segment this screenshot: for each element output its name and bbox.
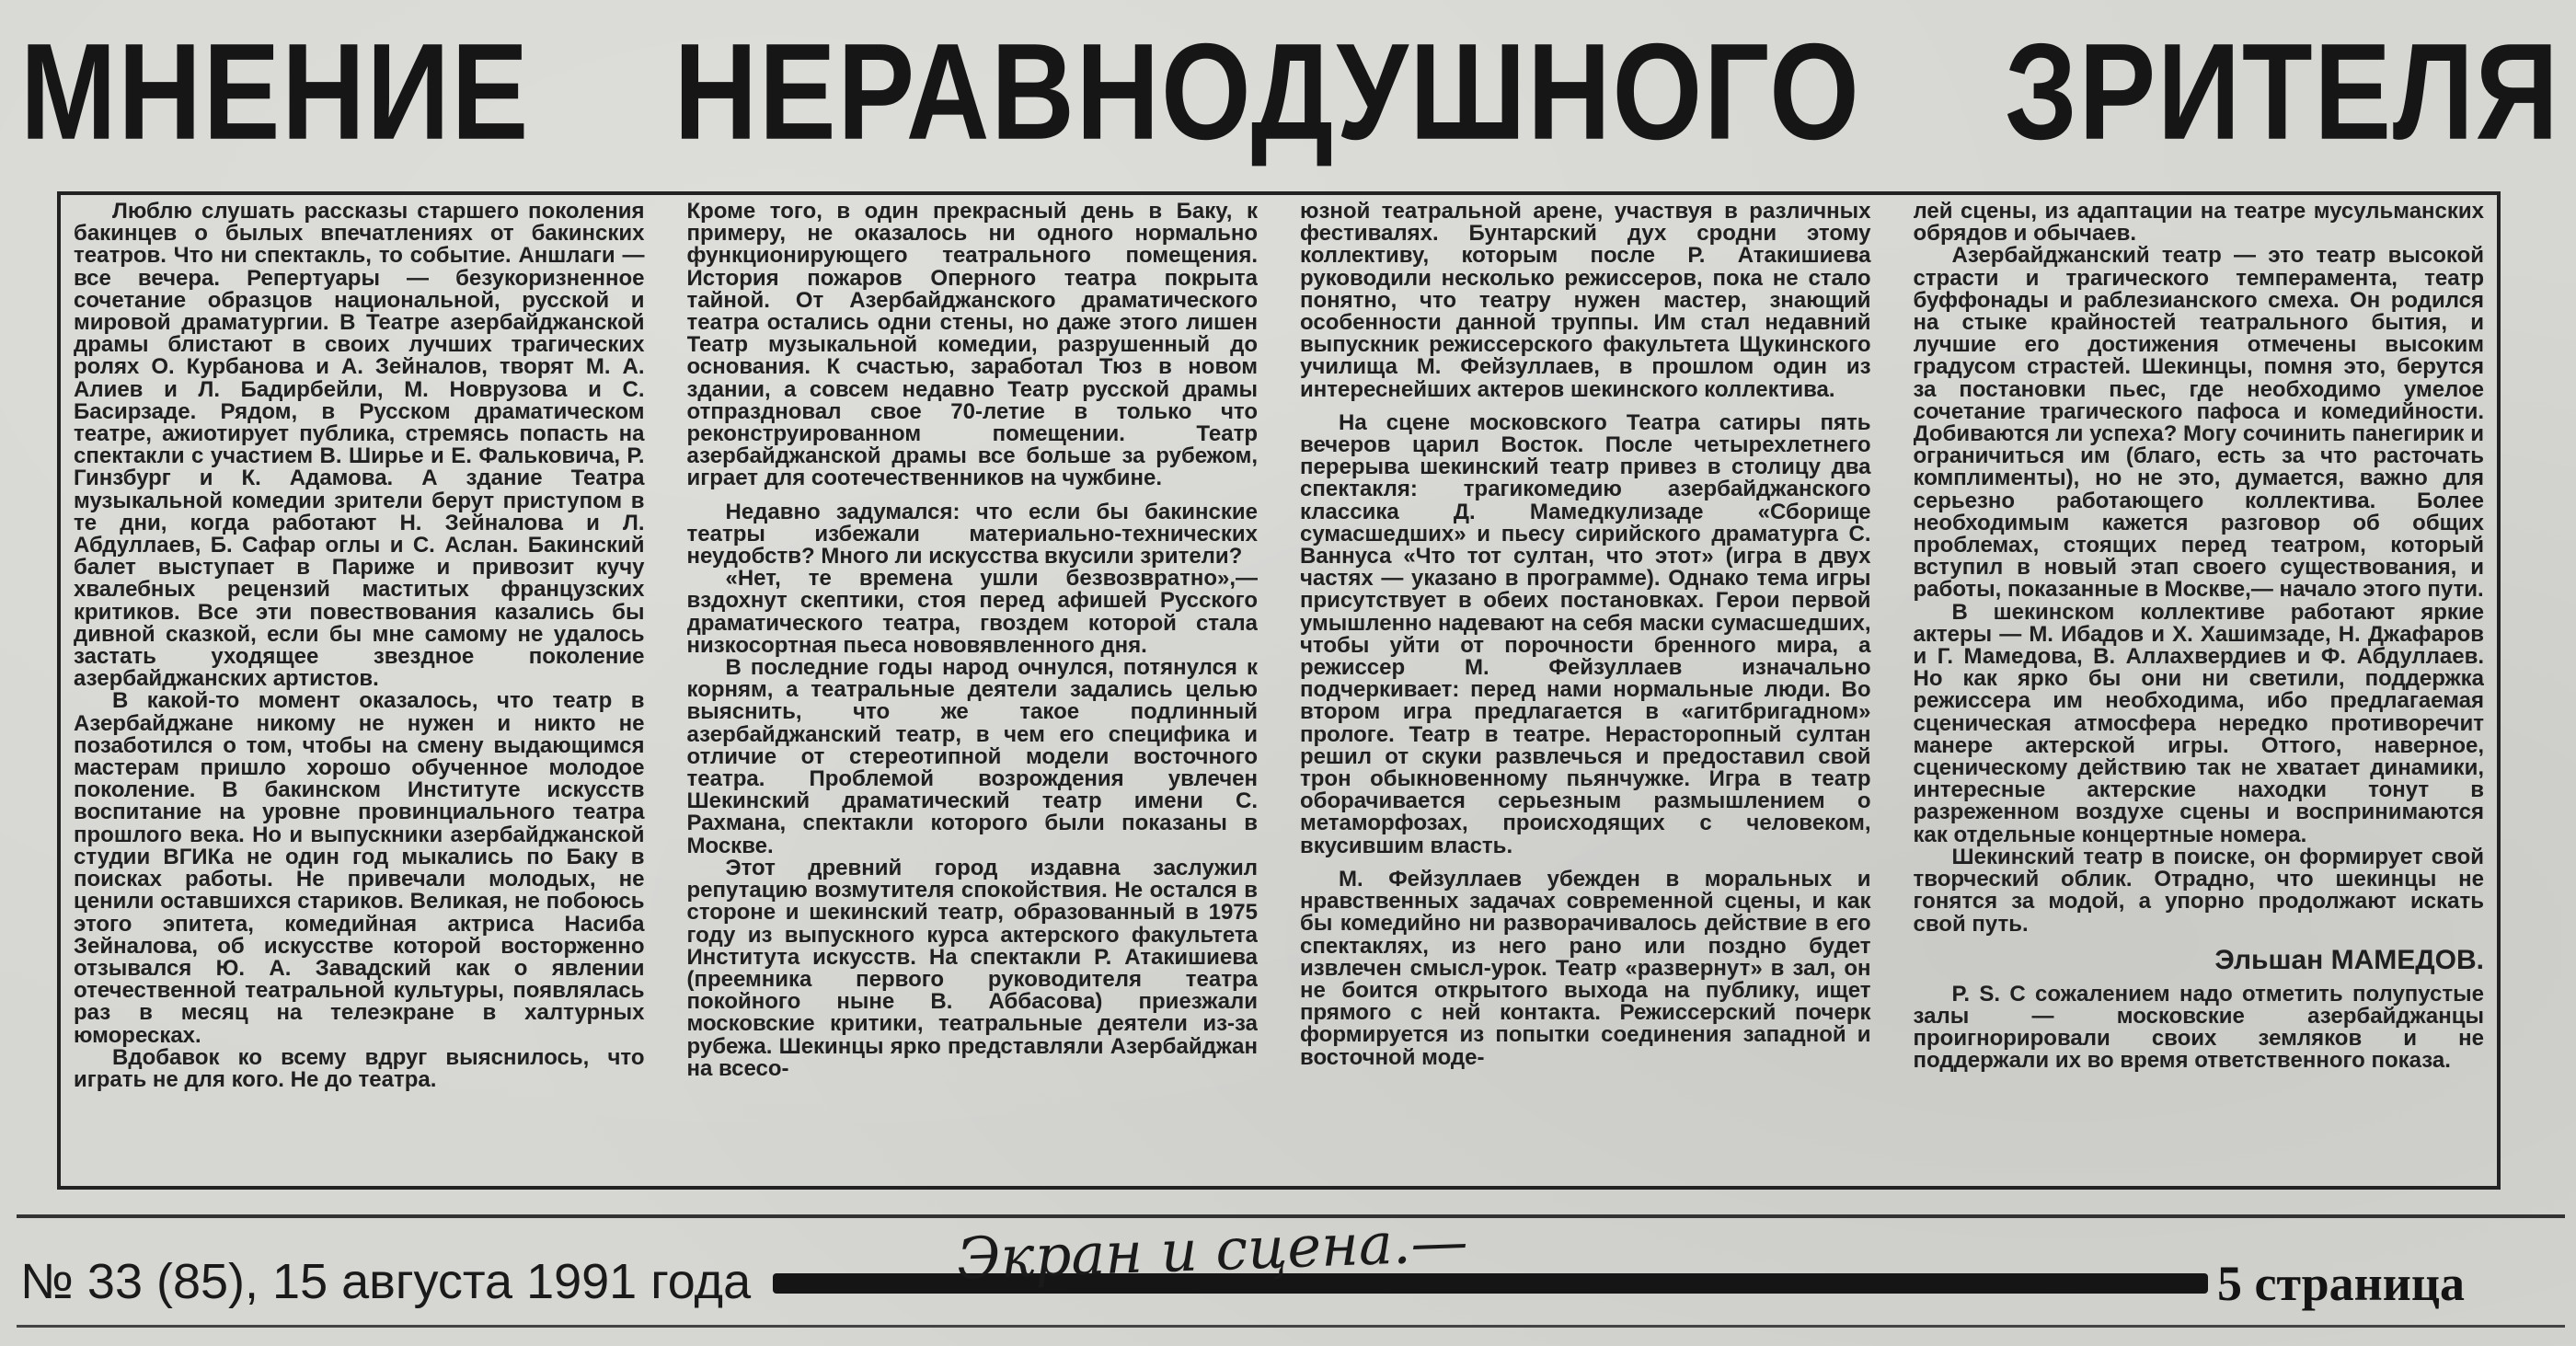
article-paragraph: Вдобавок ко всему вдруг выяснилось, что играть не для кого. Не до театра. <box>74 1044 645 1092</box>
article-paragraph: Недавно задумался: что если бы бакинские театры избежали материально-технических неудобств? Много ли искусства вкусили зрители? <box>686 499 1258 569</box>
bottom-rule <box>17 1325 2565 1328</box>
article-paragraph: «Нет, те времена ушли безвозвратно»,— вздохнут скептики, стоя перед афишей Русского драматического театра, гвоздем которой стала низкосортная пьеса нововявленного дня. <box>686 566 1258 658</box>
article-paragraph: На сцене московского Театра сатиры пять вечеров царил Восток. После четырехлетнего перерыва шекинский театр привез в столицу два спектакля: трагикомедию азербайджанского классика Д. Мамедкулизаде «Сборище сумасшедших» и пьесу сирийского драматурга С. Ваннуса «Что тот султан, что этот» (игра в двух частях — указано в программе). Однако тема игры присутствует в обеих постановках. Герои первой умышленно надевают на себя маски сумасшедших, чтобы уйти от порочности бренного мира, а режиссер М. Фейзуллаев изначально подчеркивает: перед нами нормальные люди. Во втором игра предлагается в «агитбригадном» прологе. Театр в театре. Нерасторопный султан решил от скуки развлечься и предоставил свой трон обыкновенному пьянчужке. Игра в театр оборачивается серьезным размышлением о метаморфозах, происходящих с человеком, вкусившим власть. <box>1300 409 1871 858</box>
article-paragraph: Люблю слушать рассказы старшего поколения бакинцев о былых впечатлениях от бакинских театров. Что ни спектакль, то событие. Аншлаги — все вечера. Репертуары — безукоризненное сочетание образцов национальной, русской и мировой драматургии. В Театре азербайджанской драмы блистают в своих лучших трагических ролях О. Курбанова и А. Зейналов, творят М. А. Алиев и Л. Бадирбейли, М. Новрузова и С. Басирзаде. Рядом, в Русском драматическом театре, ажиотирует публика, стремясь попасть на спектакли с участием В. Ширье и Е. Фальковича, Р. Гинзбург и К. Адамова. А здание Театра музыкальной комедии зрители берут приступом в те дни, когда работают Н. Зейналова и Л. Абдуллаев, Б. Сафар оглы и С. Аслан. Бакинский балет выступает в Париже и привозит кучу хвалебных рецензий маститых французских критиков. Все эти повествования казались бы дивной сказкой, если бы мне самому не удалось застать уходящее звездное поколение азербайджанских артистов. <box>74 201 645 692</box>
postscript: P. S. С сожалением надо отметить полупустые залы — московские азербайджанцы проигнорировали своих земляков и не поддержали их во время ответственного показа. <box>1913 981 2484 1074</box>
article-paragraph: В последние годы народ очнулся, потянулся к корням, а театральные деятели задались целью выяснить, что же такое подлинный азербайджанский театр, в чем его специфика и отличие от стереотипной модели восточного театра. Проблемой возрождения увлечен Шекинский драматический театр имени С. Рахмана, спектакли которого были показаны в Москве. <box>686 655 1258 858</box>
article-paragraph: Кроме того, в один прекрасный день в Баку, к примеру, не оказалось ни одного нормально функционирующего театрального помещения. История пожаров Оперного театра покрыта тайной. От Азербайджанского драматического театра остались одни стены, но даже этого лишен Театр музыкальной комедии, разрушенный до основания. К счастью, заработал Тюз в новом здании, а совсем недавно Театр русской драмы отпраздновал свое 70-летие в только что реконструированном помещении. Театр азербайджанской драмы все больше за рубежом, играет для соотечественников на чужбине. <box>686 201 1258 491</box>
issue-line: № 33 (85), 15 августа 1991 года <box>20 1254 752 1309</box>
article-paragraph: Этот древний город издавна заслужил репутацию возмутителя спокойствия. Не остался в стороне и шекинский театр, образованный в 1975 году из выпускного курса актерского факультета Института искусств. На спектакли Р. Атакишиева (преемника первого руководителя театра покойного ныне В. Аббасова) приезжали московские критики, театральные деятели из-за рубежа. Шекинцы ярко представляли Азербайджан на всесо- <box>686 855 1258 1081</box>
article-paragraph: М. Фейзуллаев убежден в моральных и нравственных задачах современной сцены, и как бы комедийно ни разворачивалось действие в его спектаклях, из него рано или поздно будет извлечен смысл-урок. Театр «развернут» в зал, он не боится открытого выхода на публику, ищет прямого с ней контакта. Режиссерский почерк формируется из попытки соединения западной и восточной моде- <box>1300 866 1871 1070</box>
article-paragraph: В какой-то момент оказалось, что театр в Азербайджане никому не нужен и никто не позаботился о том, чтобы на смену выдающимся мастерам пришло хорошо обученное молодое поколение. В бакинском Институте искусств воспитание на уровне провинциального театра прошлого века. Но и выпускники азербайджанской студии ВГИКа не один год мыкались по Баку в поисках работы. Не привечали молодых, не ценили оставшихся стариков. Великая, не побоюсь этого эпитета, комедийная актриса Насиба Зейналова, об искусстве которой восторженно отзывался Ю. А. Завадский как о явлении отечественной театральной культуры, появлялась раз в месяц на телеэкране в халтурных юморесках. <box>74 688 645 1048</box>
article-columns <box>74 201 2484 1185</box>
column-1 <box>74 201 645 1185</box>
article-paragraph: В шекинском коллективе работают яркие актеры — М. Ибадов и Х. Хашимзаде, Н. Джафаров и Г. Мамедова, В. Аллахвердиев и Ф. Абдуллаев. Но как ярко бы они ни светили, поддержка режиссера им необходима, ибо предлагаемая сценическая атмосфера нередко противоречит манере актерской игры. Оттого, наверное, сценическому действию так не хватает динамики, интересные актерские находки тонут в разреженном воздухе сцены и воспринимаются как отдельные концертные номера. <box>1913 599 2484 847</box>
article-paragraph: лей сцены, из адаптации на театре мусульманских обрядов и обычаев. <box>1913 201 2484 247</box>
column-2 <box>687 201 1259 1185</box>
handwritten-note: Экран и сцена.— <box>955 1207 1469 1293</box>
article-paragraph: юзной театральной арене, участвуя в различных фестивалях. Бунтарский дух сродни этому коллективу, которым после Р. Атакишиева руководили несколько режиссеров, пока не стало понятно, что театру нужен мастер, знающий особенности данной труппы. Им стал недавний выпускник режиссерского факультета Щукинского училища М. Фейзуллаев, в прошлом один из интереснейших актеров шекинского коллектива. <box>1300 201 1871 402</box>
page-number: 5 страница <box>2217 1256 2466 1311</box>
article-paragraph: Азербайджанский театр — это театр высокой страсти и трагического темперамента, театр буффонады и раблезианского смеха. Он родился на стыке крайностей театрального бытия, и лучшие его достижения отмечены высоким градусом страстей. Шекинцы, помня это, берутся за постановки пьес, где необходимо умелое сочетание трагического пафоса и комедийности. Добиваются ли успеха? Могу сочинить панегирик и ограничиться им (благо, есть за что расточать комплименты), но не это, думается, важно для серьезно работающего коллектива. Более необходимым кажется разговор об общих проблемах, стоящих перед театром, который вступил в новый этап своего существования, и работы, показанные в Москве,— начало этого пути. <box>1913 243 2484 603</box>
author-signature: Эльшан МАМЕДОВ. <box>2214 944 2484 975</box>
column-3 <box>1300 201 1871 1185</box>
article-paragraph: Шекинский театр в поиске, он формирует свой творческий облик. Отрадно, что шекинцы не гонятся за модой, а упорно продолжают искать свой путь. <box>1913 844 2484 937</box>
headline: МНЕНИЕ НЕРАВНОДУШНОГО ЗРИТЕЛЯ <box>20 15 2560 168</box>
column-4 <box>1914 201 2485 1185</box>
